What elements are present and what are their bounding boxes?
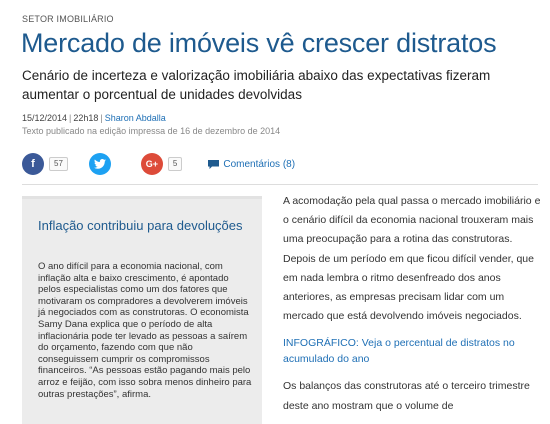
page-title: Mercado de imóveis vê crescer distratos — [21, 28, 497, 58]
author-link[interactable]: Sharon Abdalla — [104, 113, 166, 123]
infographic-link[interactable]: INFOGRÁFICO: Veja o percentual de distratos no acumulado do ano — [283, 337, 515, 366]
article-paragraph: A acomodação pela qual passa o mercado imobiliário e o cenário difícil da economia nacional trouxeram mais uma preocupação para a rotina das construtoras. Depois de um período em que ficou difícil vender, que em nada lembra o ritmo desenfreado dos anos anteriores, as empresas precisam lidar com um mercado que está devolvendo imóveis negociados. — [283, 195, 541, 323]
facebook-icon[interactable]: f — [22, 153, 44, 175]
edition-note: Texto publicado na edição impressa de 16 de dezembro de 2014 — [22, 126, 281, 136]
facebook-share-count: 57 — [49, 157, 68, 171]
comments-label: Comentários (8) — [223, 158, 296, 170]
sidebar-body: O ano difícil para a economia nacional, com inflação alta e baixo crescimento, é apontado pelos especialistas como um dos fatores que motivaram os compradores a devolverem imóveis já negociados com as construtoras. O economista Samy Dana explica que o período de alta inflacionária pode ter levado as pessoas a saírem do orçamento, fazendo com que não conseguissem cumprir os compromissos financeiros. “As pessoas estão pagando mais pelo arroz e feijão, com isso sobra menos dinheiro para outras prestações”, afirma. — [38, 261, 252, 400]
meta-separator: | — [69, 113, 72, 123]
article-body — [283, 192, 541, 424]
share-bar — [22, 152, 295, 176]
subheadline: Cenário de incerteza e valorização imobiliária abaixo das expectativas fizeram aumentar o porcentual de unidades devolvidas — [22, 68, 491, 102]
googleplus-icon[interactable]: G+ — [141, 153, 163, 175]
meta-separator: | — [100, 113, 103, 123]
googleplus-share-count: 5 — [168, 157, 182, 171]
comments-link[interactable] — [208, 159, 295, 170]
publish-time: 22h18 — [73, 113, 99, 123]
publish-date: 15/12/2014 — [22, 113, 68, 123]
section-label[interactable]: SETOR IMOBILIÁRIO — [22, 14, 114, 24]
divider — [22, 184, 538, 185]
sidebar-title: Inflação contribuiu para devoluções — [38, 218, 243, 233]
twitter-icon[interactable] — [89, 153, 111, 175]
article-paragraph: Os balanços das construtoras até o terceiro trimestre deste ano mostram que o volume de — [283, 380, 530, 412]
twitter-bird-glyph — [94, 159, 106, 169]
comment-icon — [208, 160, 219, 169]
sidebar-box — [22, 196, 262, 424]
article-meta — [22, 113, 166, 123]
